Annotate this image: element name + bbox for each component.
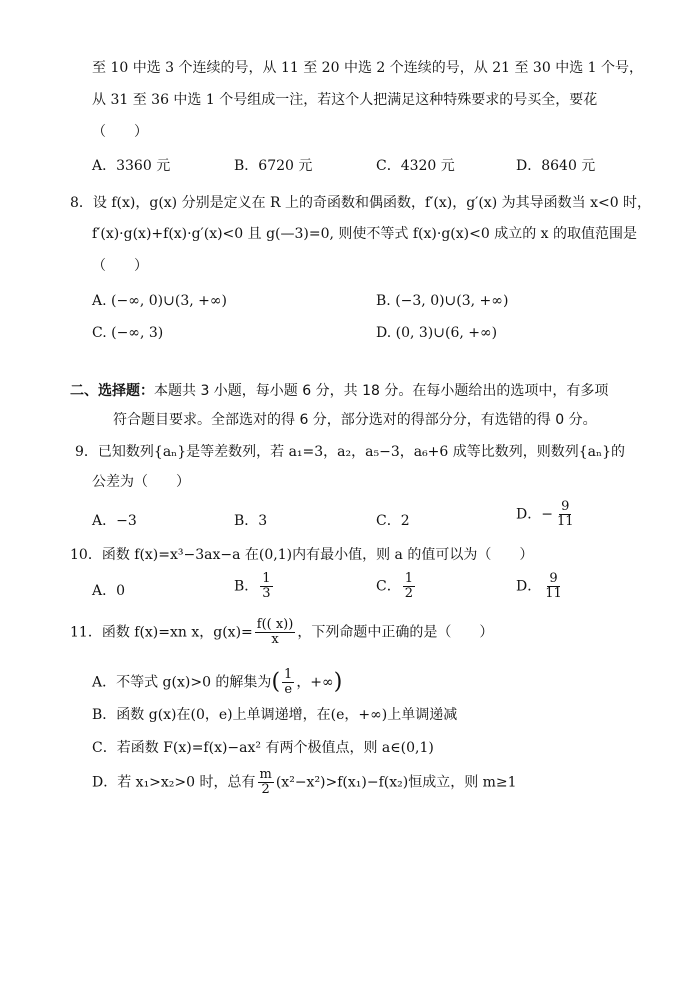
q11-stem-fraction	[255, 618, 296, 647]
q8-option-a: A. (−∞, 0)∪(3, +∞)	[92, 293, 227, 309]
q10-option-c-fraction	[403, 572, 415, 601]
close-paren: )	[333, 669, 343, 695]
q11-option-c: C．若函数 F(x)=f(x)−ax² 有两个极值点，则 a∈(0,1)	[92, 740, 434, 756]
fraction-denominator: 2	[404, 586, 413, 601]
q9-line2: 公差为（ ）	[92, 474, 190, 490]
q9-option-d-sign: −	[541, 506, 553, 523]
fraction-denominator: 11	[556, 514, 574, 529]
fraction-numerator: 1	[284, 667, 293, 682]
fraction-denominator: 2	[261, 782, 270, 797]
q10-option-b	[234, 572, 275, 601]
fraction-numerator: f(( x))	[256, 617, 294, 632]
q9-option-c: C．2	[376, 513, 410, 529]
q7-option-d: D．8640 元	[516, 158, 596, 174]
fraction-denominator: 11	[545, 586, 562, 601]
q11-option-d-fraction	[258, 768, 274, 797]
q10-option-b-label: B．	[234, 578, 259, 595]
q8-option-b: B. (−3, 0)∪(3, +∞)	[376, 293, 509, 309]
q10-option-a: A．0	[92, 583, 126, 599]
q11-stem-end: ，下列命题中正确的是（ ）	[297, 624, 494, 641]
q9-line1: 9．已知数列{aₙ}是等差数列，若 a₁=3，a₂，a₅−3，a₆+6 成等比数列，则数列{aₙ}的	[75, 444, 625, 460]
q10-option-d-label: D．	[516, 578, 542, 595]
q10-option-b-fraction	[260, 572, 272, 601]
q11-option-a-tail: ，+∞	[296, 674, 334, 691]
q7-option-a: A．3360 元	[92, 158, 171, 174]
fraction-denominator: e	[284, 682, 293, 697]
fraction-numerator: 1	[262, 571, 271, 586]
q7-blank: （ ）	[92, 124, 148, 140]
q7-line1: 至 10 中选 3 个连续的号，从 11 至 20 中选 2 个连续的号，从 21 至 30 中选 1 个号，	[92, 60, 643, 76]
q11-option-b: B．函数 g(x)在(0，e)上单调递增，在(e，+∞)上单调递减	[92, 707, 458, 723]
section2-instructions-1: 本题共 3 小题，每小题 6 分，共 18 分。在每小题给出的选项中，有多项	[154, 383, 609, 399]
open-paren: (	[271, 669, 281, 695]
q10-option-d-fraction	[543, 572, 564, 601]
q8-line2: f′(x)·g(x)+f(x)·g′(x)<0 且 g(—3)=0, 则使不等式 f(x)·g(x)<0 成立的 x 的取值范围是	[92, 226, 637, 242]
q7-option-b: B．6720 元	[234, 158, 313, 174]
q11-stem-start: 11．函数 f(x)=xn x，g(x)=	[70, 624, 253, 641]
q8-blank: （ ）	[92, 258, 148, 274]
q8-option-d: D. (0, 3)∪(6, +∞)	[376, 325, 498, 341]
q11-option-d-tail: (x²−x²)>f(x₁)−f(x₂)恒成立，则 m≥1	[275, 774, 517, 791]
q9-option-d-label: D．	[516, 506, 542, 523]
q7-option-c: C．4320 元	[376, 158, 455, 174]
section2-instructions-2: 符合题目要求。全部选对的得 6 分，部分选对的得部分分，有选错的得 0 分。	[113, 412, 597, 428]
fraction-denominator: 3	[262, 586, 271, 601]
q7-line2: 从 31 至 36 中选 1 个号组成一注，若这个人把满足这种特殊要求的号买全，要花	[92, 92, 598, 108]
q11-option-a-text: A．不等式 g(x)>0 的解集为	[92, 674, 272, 691]
q10-option-d	[516, 572, 566, 601]
fraction-numerator: 1	[404, 571, 413, 586]
fraction-numerator: m	[259, 767, 272, 782]
q10-option-c	[376, 572, 417, 601]
q9-option-d	[516, 500, 578, 529]
q9-option-b: B．3	[234, 513, 268, 529]
q11-option-d-text: D．若 x₁>x₂>0 时，总有	[92, 774, 256, 791]
section2-heading: 二、选择题：	[70, 383, 154, 399]
fraction-numerator: 9	[549, 571, 558, 586]
q10-stem: 10．函数 f(x)=x³−3ax−a 在(0,1)内有最小值，则 a 的值可以为（ ）	[70, 547, 534, 563]
q11-option-a-fraction	[282, 668, 294, 697]
q10-option-c-label: C．	[376, 578, 401, 595]
fraction-numerator: 9	[561, 499, 570, 514]
fraction-denominator: x	[271, 632, 279, 647]
q8-option-c: C. (−∞, 3)	[92, 325, 164, 341]
q11-option-a	[92, 668, 342, 697]
q8-line1: 8．设 f(x)，g(x) 分别是定义在 R 上的奇函数和偶函数，f′(x)，g′(x) 为其导函数当 x<0 时，	[70, 195, 652, 211]
q9-option-a: A．−3	[92, 513, 137, 529]
q9-option-d-fraction	[555, 500, 576, 529]
q11-option-d	[92, 768, 517, 797]
section2-heading-line	[70, 381, 608, 401]
q11-stem	[70, 618, 493, 647]
